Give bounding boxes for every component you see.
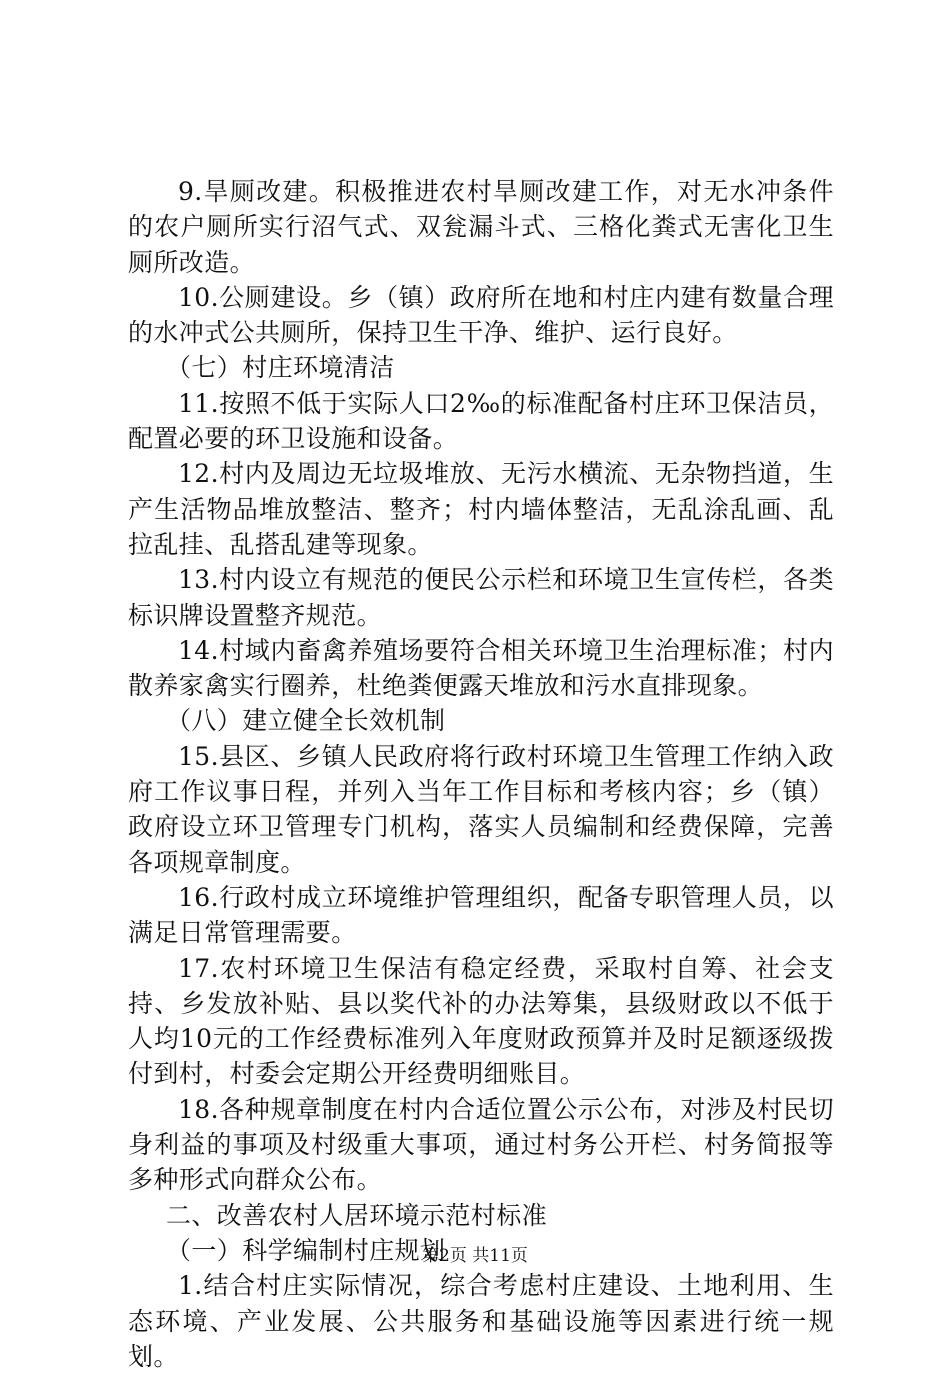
- document-body: [128, 174, 834, 1374]
- paragraph-14: 14.村域内畜禽养殖场要符合相关环境卫生治理标准；村内散养家禽实行圈养，杜绝粪便露天堆放和污水直排现象。: [128, 635, 834, 701]
- paragraph-15: 15.县区、乡镇人民政府将行政村环境卫生管理工作纳入政府工作议事日程，并列入当年工作目标和考核内容；乡（镇）政府设立环卫管理专门机构，落实人员编制和经费保障，完善各项规章制度。: [128, 741, 834, 877]
- paragraph-16: 16.行政村成立环境维护管理组织，配备专职管理人员，以满足日常管理需要。: [128, 882, 834, 948]
- section-heading-7: （七）村庄环境清洁: [166, 353, 395, 383]
- paragraph-10: 10.公厕建设。乡（镇）政府所在地和村庄内建有数量合理的水冲式公共厕所，保持卫生干净、维护、运行良好。: [128, 282, 834, 348]
- section-heading-8: （八）建立健全长效机制: [166, 706, 446, 736]
- paragraph-13: 13.村内设立有规范的便民公示栏和环境卫生宣传栏，各类标识牌设置整齐规范。: [128, 565, 834, 630]
- paragraph-11: 11.按照不低于实际人口2‰的标准配备村庄环卫保洁员，配置必要的环卫设施和设备。: [128, 388, 834, 454]
- chapter-heading-2: 二、改善农村人居环境示范村标准: [166, 1200, 548, 1230]
- paragraph-12: 12.村内及周边无垃圾堆放、无污水横流、无杂物挡道，生产生活物品堆放整洁、整齐；村内墙体整洁，无乱涂乱画、乱拉乱挂、乱搭乱建等现象。: [128, 459, 834, 559]
- paragraph-1: 1.结合村庄实际情况，综合考虑村庄建设、土地利用、生态环境、产业发展、公共服务和基础设施等因素进行统一规划。: [128, 1271, 834, 1371]
- page-number-footer: 第2页 共11页: [422, 1246, 528, 1266]
- paragraph-17: 17.农村环境卫生保洁有稳定经费，采取村自筹、社会支持、乡发放补贴、县以奖代补的办法筹集，县级财政以不低于人均10元的工作经费标准列入年度财政预算并及时足额逐级拨付到村，村委会定期公开经费明细账目。: [128, 953, 834, 1089]
- paragraph-18: 18.各种规章制度在村内合适位置公示公布，对涉及村民切身利益的事项及村级重大事项，通过村务公开栏、村务简报等多种形式向群众公布。: [128, 1094, 834, 1195]
- paragraph-9: 9.旱厕改建。积极推进农村旱厕改建工作，对无水冲条件的农户厕所实行沼气式、双瓮漏斗式、三格化粪式无害化卫生厕所改造。: [128, 177, 834, 277]
- section-heading-1: （一）科学编制村庄规划: [166, 1235, 446, 1265]
